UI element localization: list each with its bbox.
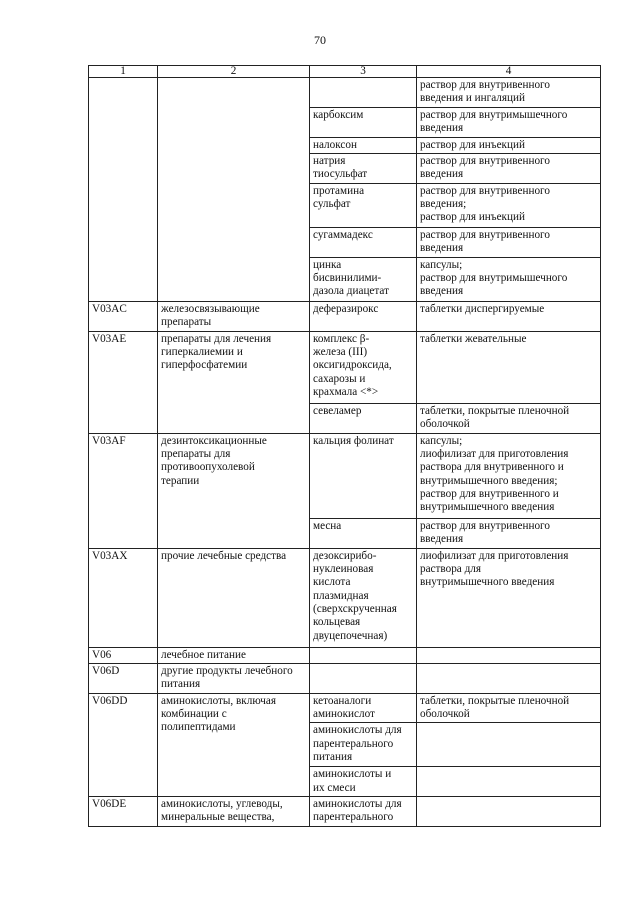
atc-code-cell: V03AC [89, 301, 158, 331]
dosage-form-cell: раствор для внутривенного введения [417, 227, 601, 257]
drug-name-cell [310, 664, 417, 694]
dosage-form-cell: раствор для внутримышечного введения [417, 107, 601, 137]
dosage-form-cell [417, 647, 601, 663]
col-header-code: 1 [89, 66, 158, 78]
drug-name-cell: натрия тиосульфат [310, 153, 417, 183]
anatomical-group-cell: железосвязывающие препараты [158, 301, 310, 331]
table-row [89, 433, 601, 518]
anatomical-group-cell: препараты для лечения гиперкалиемии и гиперфосфатемии [158, 331, 310, 433]
drug-name-cell: цинка бисвинилими- дазола диацетат [310, 257, 417, 301]
drug-name-cell: комплекс β- железа (III) оксигидроксида, сахарозы и крахмала <*> [310, 331, 417, 403]
drug-name-cell: карбоксим [310, 107, 417, 137]
atc-code-cell: V06 [89, 647, 158, 663]
anatomical-group-cell: лечебное питание [158, 647, 310, 663]
dosage-form-cell: капсулы; раствор для внутримышечного введения [417, 257, 601, 301]
dosage-form-cell [417, 723, 601, 767]
table-row [89, 78, 601, 108]
anatomical-group-cell [158, 78, 310, 302]
dosage-form-cell: раствор для внутривенного введения [417, 518, 601, 548]
anatomical-group-cell: аминокислоты, углеводы, минеральные вещества, [158, 796, 310, 826]
dosage-form-cell: раствор для внутривенного введения; раствор для инъекций [417, 183, 601, 227]
col-header-drug: 3 [310, 66, 417, 78]
atc-code-cell: V03AF [89, 433, 158, 548]
table-body [89, 78, 601, 827]
dosage-form-cell: капсулы; лиофилизат для приготовления раствора для внутривенного и внутримышечного введения; раствор для внутривенного и внутримышечного введения [417, 433, 601, 518]
atc-code-cell: V03AE [89, 331, 158, 433]
drug-name-cell: месна [310, 518, 417, 548]
anatomical-group-cell: другие продукты лечебного питания [158, 664, 310, 694]
table-row [89, 548, 601, 647]
drug-name-cell: аминокислоты для парентерального [310, 796, 417, 826]
dosage-form-cell [417, 796, 601, 826]
dosage-form-cell: раствор для внутривенного введения [417, 153, 601, 183]
dosage-form-cell [417, 664, 601, 694]
drug-name-cell: аминокислоты и их смеси [310, 767, 417, 797]
dosage-form-cell: таблетки, покрытые пленочной оболочкой [417, 693, 601, 723]
drug-name-cell [310, 647, 417, 663]
drug-name-cell: протамина сульфат [310, 183, 417, 227]
drug-name-cell: налоксон [310, 137, 417, 153]
anatomical-group-cell: дезинтоксикационные препараты для противоопухолевой терапии [158, 433, 310, 548]
dosage-form-cell: раствор для внутривенного введения и ингаляций [417, 78, 601, 108]
drug-name-cell [310, 78, 417, 108]
header-row [89, 66, 601, 78]
drug-name-cell: аминокислоты для парентерального питания [310, 723, 417, 767]
anatomical-group-cell: аминокислоты, включая комбинации с полипептидами [158, 693, 310, 796]
dosage-form-cell: раствор для инъекций [417, 137, 601, 153]
dosage-form-cell: таблетки, покрытые пленочной оболочкой [417, 403, 601, 433]
drug-name-cell: деферазирокс [310, 301, 417, 331]
atc-code-cell: V03AX [89, 548, 158, 647]
drug-name-cell: кальция фолинат [310, 433, 417, 518]
atc-code-cell: V06DD [89, 693, 158, 796]
drug-table [88, 65, 601, 827]
table-row [89, 647, 601, 663]
table-row [89, 301, 601, 331]
col-header-name: 2 [158, 66, 310, 78]
drug-name-cell: кетоаналоги аминокислот [310, 693, 417, 723]
atc-code-cell [89, 78, 158, 302]
page-number: 70 [314, 33, 326, 47]
table-row [89, 331, 601, 403]
drug-name-cell: дезоксирибо- нуклеиновая кислота плазмидная (сверхскрученная кольцевая двуцепочечная) [310, 548, 417, 647]
dosage-form-cell: таблетки жевательные [417, 331, 601, 403]
table-row [89, 796, 601, 826]
atc-code-cell: V06DE [89, 796, 158, 826]
dosage-form-cell: таблетки диспергируемые [417, 301, 601, 331]
col-header-form: 4 [417, 66, 601, 78]
table-row [89, 693, 601, 723]
drug-name-cell: севеламер [310, 403, 417, 433]
dosage-form-cell: лиофилизат для приготовления раствора для внутримышечного введения [417, 548, 601, 647]
dosage-form-cell [417, 767, 601, 797]
atc-code-cell: V06D [89, 664, 158, 694]
table-row [89, 664, 601, 694]
anatomical-group-cell: прочие лечебные средства [158, 548, 310, 647]
drug-name-cell: сугаммадекс [310, 227, 417, 257]
